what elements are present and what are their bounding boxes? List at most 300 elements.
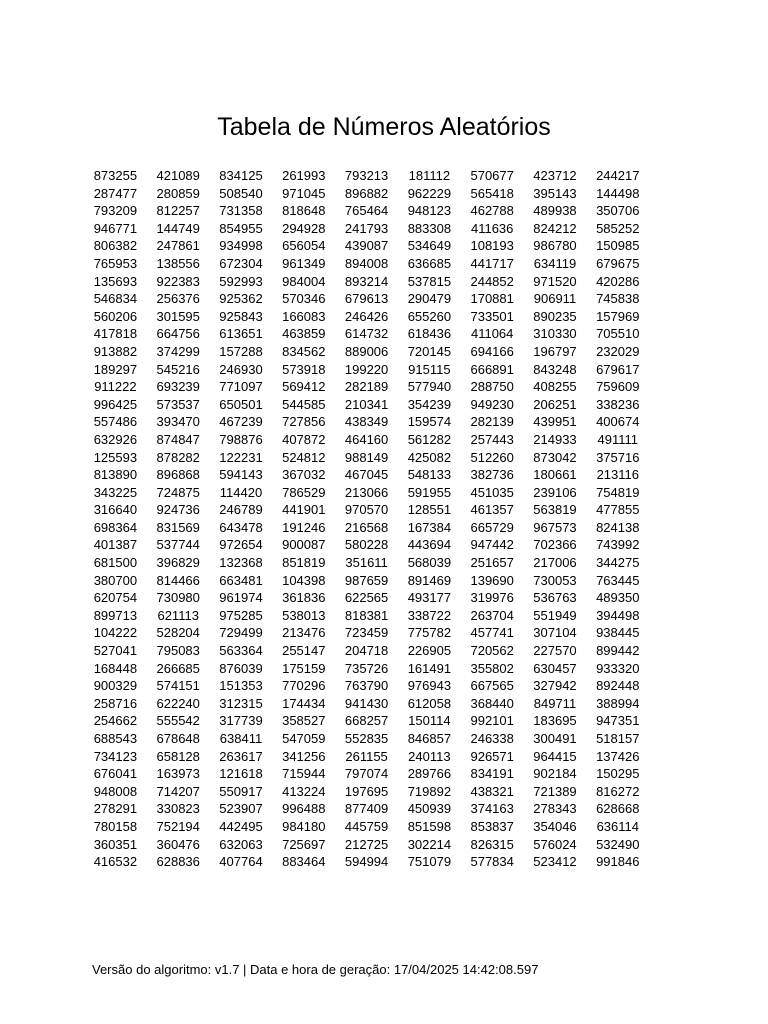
table-row <box>84 677 649 695</box>
table-cell: 946771 <box>93 220 138 236</box>
table-cell: 628836 <box>156 854 200 870</box>
table-cell: 971520 <box>533 273 577 289</box>
table-cell: 988149 <box>344 449 389 465</box>
table-cell: 798876 <box>219 431 263 447</box>
table-cell: 408255 <box>533 379 577 395</box>
table-cell: 724875 <box>156 484 200 500</box>
table-cell: 632063 <box>219 836 263 852</box>
table-cell: 658128 <box>156 748 200 764</box>
table-cell: 873042 <box>533 449 577 465</box>
table-cell: 561282 <box>407 431 452 447</box>
table-cell: 417818 <box>93 326 138 342</box>
table-cell: 416532 <box>93 854 138 870</box>
table-cell: 780158 <box>93 818 138 834</box>
table-row <box>84 396 649 414</box>
table-row <box>84 800 649 818</box>
table-cell: 168448 <box>93 660 138 676</box>
table-cell: 341256 <box>282 748 326 764</box>
table-cell: 948008 <box>93 783 138 799</box>
table-cell: 961349 <box>282 255 326 271</box>
table-cell: 913882 <box>93 343 138 359</box>
table-cell: 636685 <box>407 255 452 271</box>
random-numbers-table <box>84 167 649 871</box>
table-cell: 893214 <box>344 273 389 289</box>
table-cell: 765953 <box>93 255 138 271</box>
table-cell: 400674 <box>596 414 640 430</box>
table-cell: 731358 <box>219 203 263 219</box>
table-row <box>84 466 649 484</box>
table-cell: 464160 <box>344 431 389 447</box>
table-cell: 150295 <box>596 766 640 782</box>
table-cell: 420286 <box>596 273 640 289</box>
table-cell: 681500 <box>93 555 138 571</box>
table-cell: 457741 <box>470 625 514 641</box>
table-cell: 730980 <box>156 590 200 606</box>
table-cell: 375716 <box>596 449 640 465</box>
table-cell: 896868 <box>156 467 200 483</box>
table-cell: 843248 <box>533 361 577 377</box>
table-row <box>84 325 649 343</box>
table-cell: 210341 <box>344 396 389 412</box>
table-cell: 573918 <box>282 361 326 377</box>
table-row <box>84 378 649 396</box>
table-cell: 816272 <box>596 783 640 799</box>
table-cell: 851598 <box>407 818 452 834</box>
table-cell: 563819 <box>533 502 577 518</box>
table-cell: 986780 <box>533 238 577 254</box>
table-cell: 734123 <box>93 748 138 764</box>
table-cell: 382736 <box>470 467 514 483</box>
table-cell: 745838 <box>596 291 640 307</box>
table-cell: 104222 <box>93 625 138 641</box>
table-cell: 302214 <box>407 836 452 852</box>
table-cell: 947351 <box>596 713 640 729</box>
table-cell: 441901 <box>282 502 326 518</box>
table-cell: 301595 <box>156 308 200 324</box>
table-cell: 217006 <box>533 555 577 571</box>
table-cell: 532490 <box>596 836 640 852</box>
table-cell: 763790 <box>344 678 389 694</box>
table-cell: 423712 <box>533 168 577 183</box>
table-row <box>84 431 649 449</box>
table-cell: 824212 <box>533 220 577 236</box>
table-row <box>84 484 649 502</box>
table-cell: 824138 <box>596 519 640 535</box>
table-cell: 759609 <box>596 379 640 395</box>
table-row <box>84 361 649 379</box>
table-cell: 666891 <box>470 361 514 377</box>
table-cell: 170881 <box>470 291 514 307</box>
table-cell: 949230 <box>470 396 514 412</box>
table-cell: 327942 <box>533 678 577 694</box>
table-cell: 536763 <box>533 590 577 606</box>
table-cell: 344275 <box>596 555 640 571</box>
table-cell: 992101 <box>470 713 514 729</box>
table-cell: 594143 <box>219 467 263 483</box>
table-cell: 367032 <box>282 467 326 483</box>
table-cell: 411064 <box>470 326 514 342</box>
table-cell: 679617 <box>596 361 640 377</box>
table-cell: 996488 <box>282 801 326 817</box>
table-cell: 964415 <box>533 748 577 764</box>
table-cell: 570677 <box>470 168 514 183</box>
table-cell: 548133 <box>407 467 452 483</box>
table-cell: 439087 <box>344 238 389 254</box>
table-row <box>84 202 649 220</box>
table-cell: 552835 <box>344 731 389 746</box>
table-cell: 374299 <box>156 343 200 359</box>
table-row <box>84 712 649 730</box>
table-cell: 620754 <box>93 590 138 606</box>
table-row <box>84 308 649 326</box>
table-cell: 826315 <box>470 836 514 852</box>
table-cell: 441717 <box>470 255 514 271</box>
table-cell: 239106 <box>533 484 577 500</box>
table-cell: 900087 <box>282 537 326 553</box>
table-cell: 853837 <box>470 818 514 834</box>
table-cell: 396829 <box>156 555 200 571</box>
table-row <box>84 607 649 625</box>
table-cell: 628668 <box>596 801 640 817</box>
table-cell: 987659 <box>344 572 389 588</box>
table-cell: 719892 <box>407 783 452 799</box>
table-cell: 594994 <box>344 854 389 870</box>
page-title: Tabela de Números Aleatórios <box>217 113 551 141</box>
table-cell: 537815 <box>407 273 452 289</box>
table-cell: 891469 <box>407 572 452 588</box>
table-cell: 310330 <box>533 326 577 342</box>
table-cell: 948123 <box>407 203 452 219</box>
table-cell: 537744 <box>156 537 200 553</box>
table-cell: 197695 <box>344 783 389 799</box>
table-cell: 730053 <box>533 572 577 588</box>
table-cell: 933320 <box>596 660 640 676</box>
table-cell: 638411 <box>219 731 263 746</box>
table-cell: 241793 <box>344 220 389 236</box>
table-cell: 261155 <box>345 748 388 764</box>
table-cell: 138556 <box>156 255 200 271</box>
table-cell: 407872 <box>282 431 326 447</box>
table-cell: 330823 <box>156 801 200 817</box>
table-cell: 125593 <box>93 449 138 465</box>
table-cell: 150114 <box>408 713 451 729</box>
table-cell: 925843 <box>219 308 263 324</box>
table-cell: 450939 <box>407 801 452 817</box>
table-cell: 191246 <box>282 519 326 535</box>
table-cell: 489350 <box>596 590 640 606</box>
table-cell: 793213 <box>344 168 389 183</box>
table-cell: 915115 <box>408 361 451 377</box>
table-cell: 775782 <box>407 625 452 641</box>
table-cell: 256376 <box>156 291 200 307</box>
table-cell: 585252 <box>596 220 640 236</box>
table-cell: 114420 <box>219 484 263 500</box>
table-cell: 393470 <box>156 414 200 430</box>
table-cell: 247861 <box>156 238 200 254</box>
table-cell: 144749 <box>156 220 200 236</box>
table-cell: 183695 <box>533 713 577 729</box>
table-cell: 189297 <box>93 361 138 377</box>
table-cell: 614732 <box>344 326 389 342</box>
table-cell: 702366 <box>533 537 577 553</box>
table-cell: 664756 <box>156 326 200 342</box>
table-cell: 512260 <box>470 449 514 465</box>
table-cell: 527041 <box>93 643 138 659</box>
table-row <box>84 853 649 871</box>
table-cell: 307104 <box>533 625 577 641</box>
table-cell: 425082 <box>407 449 452 465</box>
table-cell: 679675 <box>596 255 640 271</box>
table-cell: 199220 <box>344 361 389 377</box>
table-cell: 996425 <box>93 396 138 412</box>
table-row <box>84 624 649 642</box>
table-cell: 350706 <box>596 203 640 219</box>
table-cell: 374163 <box>470 801 514 817</box>
table-cell: 523412 <box>533 854 577 870</box>
table-row <box>84 185 649 203</box>
table-cell: 846857 <box>407 731 452 746</box>
table-cell: 818381 <box>344 607 389 623</box>
table-cell: 735726 <box>344 660 389 676</box>
table-cell: 900329 <box>93 678 138 694</box>
table-cell: 355802 <box>470 660 514 676</box>
table-cell: 137426 <box>596 748 640 764</box>
table-cell: 360351 <box>93 836 138 852</box>
table-cell: 613651 <box>219 326 263 342</box>
table-cell: 181112 <box>408 168 451 183</box>
table-cell: 213476 <box>282 625 326 641</box>
table-cell: 925362 <box>219 291 263 307</box>
table-cell: 157969 <box>596 308 640 324</box>
table-cell: 873255 <box>93 168 138 183</box>
table-cell: 523907 <box>219 801 263 817</box>
table-row <box>84 695 649 713</box>
table-cell: 354046 <box>533 818 577 834</box>
table-cell: 972654 <box>219 537 263 553</box>
table-cell: 312315 <box>219 695 263 711</box>
table-cell: 263617 <box>219 748 263 764</box>
table-cell: 576024 <box>533 836 577 852</box>
table-cell: 213116 <box>596 467 639 483</box>
table-cell: 139690 <box>470 572 514 588</box>
table-cell: 876039 <box>219 660 263 676</box>
table-cell: 720145 <box>407 343 452 359</box>
table-row <box>84 660 649 678</box>
table-cell: 806382 <box>93 238 138 254</box>
table-cell: 394498 <box>596 607 640 623</box>
table-cell: 557486 <box>93 414 138 430</box>
table-cell: 573537 <box>156 396 200 412</box>
table-cell: 720562 <box>470 643 514 659</box>
table-cell: 157288 <box>219 343 263 359</box>
table-cell: 812257 <box>156 203 200 219</box>
table-row <box>84 519 649 537</box>
table-cell: 729499 <box>219 625 263 641</box>
table-row <box>84 765 649 783</box>
table-cell: 655260 <box>407 308 452 324</box>
table-cell: 261993 <box>282 168 326 183</box>
table-cell: 727856 <box>282 414 326 430</box>
table-cell: 797074 <box>344 766 389 782</box>
table-cell: 528204 <box>156 625 200 641</box>
table-cell: 672304 <box>219 255 263 271</box>
table-row <box>84 536 649 554</box>
table-cell: 889006 <box>344 343 389 359</box>
table-cell: 743992 <box>596 537 640 553</box>
table-cell: 550917 <box>219 783 263 799</box>
table-cell: 132368 <box>219 555 263 571</box>
table-cell: 358527 <box>282 713 326 729</box>
table-cell: 104398 <box>282 572 326 588</box>
table-cell: 851819 <box>282 555 326 571</box>
table-cell: 443694 <box>407 537 452 553</box>
table-cell: 351611 <box>345 555 388 571</box>
table-cell: 795083 <box>156 643 200 659</box>
table-cell: 818648 <box>282 203 326 219</box>
table-cell: 922383 <box>156 273 200 289</box>
table-cell: 257443 <box>470 431 514 447</box>
table-cell: 568039 <box>407 555 452 571</box>
table-cell: 407764 <box>219 854 263 870</box>
table-cell: 290479 <box>407 291 452 307</box>
table-cell: 763445 <box>596 572 640 588</box>
table-cell: 560206 <box>93 308 138 324</box>
table-cell: 892448 <box>596 678 640 694</box>
table-cell: 226905 <box>407 643 452 659</box>
table-cell: 834191 <box>470 766 514 782</box>
table-cell: 831569 <box>156 519 200 535</box>
table-cell: 991846 <box>596 854 640 870</box>
table-cell: 508540 <box>219 185 263 201</box>
table-cell: 244852 <box>470 273 514 289</box>
table-cell: 534649 <box>407 238 452 254</box>
table-cell: 467045 <box>344 467 389 483</box>
table-cell: 461357 <box>470 502 514 518</box>
table-cell: 246930 <box>219 361 263 377</box>
table-cell: 263704 <box>470 607 514 623</box>
table-cell: 668257 <box>344 713 389 729</box>
table-row <box>84 167 649 185</box>
table-cell: 577940 <box>407 379 452 395</box>
table-cell: 213066 <box>344 484 389 500</box>
table-cell: 319976 <box>470 590 514 606</box>
table-cell: 413224 <box>282 783 326 799</box>
table-cell: 693239 <box>156 379 200 395</box>
table-cell: 214933 <box>533 431 577 447</box>
table-cell: 300491 <box>533 731 577 746</box>
table-cell: 278343 <box>533 801 577 817</box>
table-cell: 401387 <box>93 537 138 553</box>
table-cell: 360476 <box>156 836 200 852</box>
table-cell: 715944 <box>282 766 326 782</box>
table-cell: 752194 <box>156 818 200 834</box>
table-cell: 941430 <box>344 695 389 711</box>
table-cell: 491111 <box>597 431 639 447</box>
table-cell: 574151 <box>156 678 200 694</box>
table-cell: 723459 <box>344 625 389 641</box>
table-cell: 962229 <box>407 185 452 201</box>
table-cell: 438349 <box>344 414 389 430</box>
table-cell: 395143 <box>533 185 577 201</box>
table-cell: 451035 <box>470 484 514 500</box>
table-row <box>84 273 649 291</box>
table-cell: 878282 <box>156 449 200 465</box>
table-cell: 255147 <box>282 643 326 659</box>
table-cell: 493177 <box>407 590 452 606</box>
table-cell: 354239 <box>407 396 452 412</box>
table-cell: 580228 <box>344 537 389 553</box>
table-cell: 547059 <box>282 731 326 746</box>
table-row <box>84 730 649 748</box>
table-cell: 166083 <box>282 308 326 324</box>
table-cell: 144498 <box>596 185 640 201</box>
table-cell: 258716 <box>93 695 138 711</box>
table-cell: 538013 <box>282 607 326 623</box>
table-cell: 874847 <box>156 431 200 447</box>
table-cell: 251657 <box>470 555 514 571</box>
table-cell: 278291 <box>93 801 138 817</box>
table-cell: 246789 <box>219 502 263 518</box>
table-cell: 563364 <box>219 643 263 659</box>
table-cell: 442495 <box>219 818 263 834</box>
table-cell: 294928 <box>282 220 326 236</box>
table-row <box>84 413 649 431</box>
table-cell: 551949 <box>533 607 577 623</box>
table-cell: 361836 <box>282 590 326 606</box>
table-cell: 196797 <box>533 343 577 359</box>
table-cell: 688543 <box>93 731 138 746</box>
table-cell: 765464 <box>344 203 389 219</box>
table-cell: 439951 <box>533 414 577 430</box>
table-row <box>84 501 649 519</box>
table-cell: 622565 <box>344 590 389 606</box>
table-cell: 725697 <box>282 836 326 852</box>
table-row <box>84 290 649 308</box>
table-cell: 467239 <box>219 414 263 430</box>
table-row <box>84 748 649 766</box>
table-row <box>84 642 649 660</box>
table-cell: 665729 <box>470 519 514 535</box>
table-cell: 128551 <box>407 502 452 518</box>
table-cell: 368440 <box>470 695 514 711</box>
table-cell: 175159 <box>282 660 326 676</box>
table-cell: 770296 <box>282 678 326 694</box>
table-cell: 650501 <box>219 396 263 412</box>
table-cell: 883308 <box>407 220 452 236</box>
table-cell: 906911 <box>533 291 577 307</box>
table-row <box>84 554 649 572</box>
table-cell: 705510 <box>596 326 640 342</box>
table-cell: 899713 <box>93 607 138 623</box>
table-cell: 343225 <box>93 484 138 500</box>
table-cell: 634119 <box>533 255 577 271</box>
table-cell: 411636 <box>470 220 514 236</box>
footer-generation-info: Versão do algoritmo: v1.7 | Data e hora de geração: 17/04/2025 14:42:08.597 <box>92 962 539 977</box>
table-cell: 150985 <box>596 238 640 254</box>
table-cell: 544585 <box>282 396 326 412</box>
table-cell: 975285 <box>219 607 263 623</box>
table-cell: 643478 <box>219 519 263 535</box>
table-row <box>84 783 649 801</box>
table-cell: 970570 <box>344 502 389 518</box>
table-cell: 667565 <box>470 678 514 694</box>
table-cell: 545216 <box>156 361 200 377</box>
table-body <box>84 167 649 871</box>
table-cell: 834562 <box>282 343 326 359</box>
table-cell: 793209 <box>93 203 138 219</box>
table-cell: 934998 <box>219 238 263 254</box>
table-cell: 246338 <box>470 731 514 746</box>
